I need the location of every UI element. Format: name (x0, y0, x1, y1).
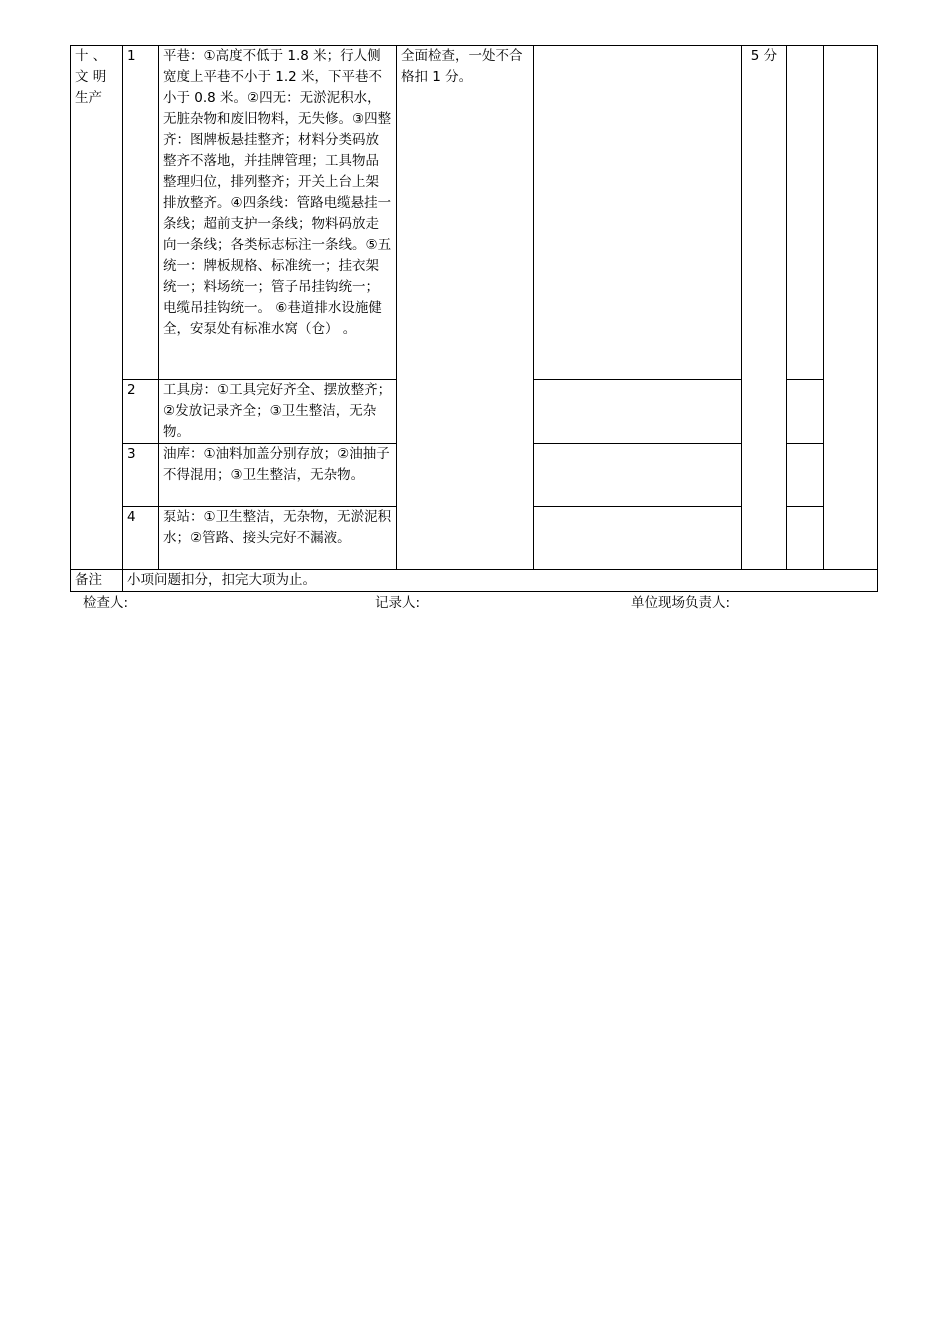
item-number: 3 (123, 444, 159, 507)
category-cell: 十 、 文 明 生产 (71, 46, 123, 570)
result-cell (534, 380, 742, 444)
result-cell (534, 46, 742, 380)
inspector-label: 检查人: (83, 595, 129, 611)
remark-row (71, 570, 878, 592)
item-number: 2 (123, 380, 159, 444)
deduction-cell (787, 507, 824, 570)
total-cell (824, 46, 878, 570)
item-requirement: 工具房：①工具完好齐全、摆放整齐；②发放记录齐全；③卫生整洁，无杂物。 (159, 380, 397, 444)
result-cell (534, 444, 742, 507)
deduction-cell (787, 444, 824, 507)
item-requirement: 泵站：①卫生整洁，无杂物，无淤泥积水；②管路、接头完好不漏液。 (159, 507, 397, 570)
site-leader-label: 单位现场负责人: (631, 595, 731, 611)
deduction-cell (787, 46, 824, 380)
inspection-method-cell: 全面检查，一处不合格扣 1 分。 (397, 46, 534, 570)
item-requirement: 油库：①油料加盖分别存放；②油抽子不得混用；③卫生整洁，无杂物。 (159, 444, 397, 507)
item-number: 4 (123, 507, 159, 570)
table-row (71, 46, 878, 380)
deduction-cell (787, 380, 824, 444)
recorder-label: 记录人: (375, 595, 421, 611)
score-cell: 5 分 (742, 46, 787, 570)
item-requirement: 平巷：①高度不低于 1.8 米；行人侧宽度上平巷不小于 1.2 米，下平巷不小于 0.8 米。②四无：无淤泥积水， 无脏杂物和废旧物料，无失修。③四整齐：图牌板悬挂整齐；材料分类码放整齐不落地，并挂牌管理；工具物品整理归位，排列整齐；开关上台上架排放整齐。④四条线：管路电缆悬挂一条线；超前支护一条线；物料码放走向一条线；各类标志标注一条线。⑤五统一：牌板规格、标准统一；挂衣架统一；料场统一；管子吊挂钩统一；电缆吊挂钩统一。 ⑥巷道排水设施健全，安泵处有标准水窝（仓） 。 (159, 46, 397, 380)
result-cell (534, 507, 742, 570)
remark-text: 小项问题扣分，扣完大项为止。 (123, 570, 878, 592)
remark-label: 备注 (71, 570, 123, 592)
item-number: 1 (123, 46, 159, 380)
inspection-table (70, 45, 878, 592)
